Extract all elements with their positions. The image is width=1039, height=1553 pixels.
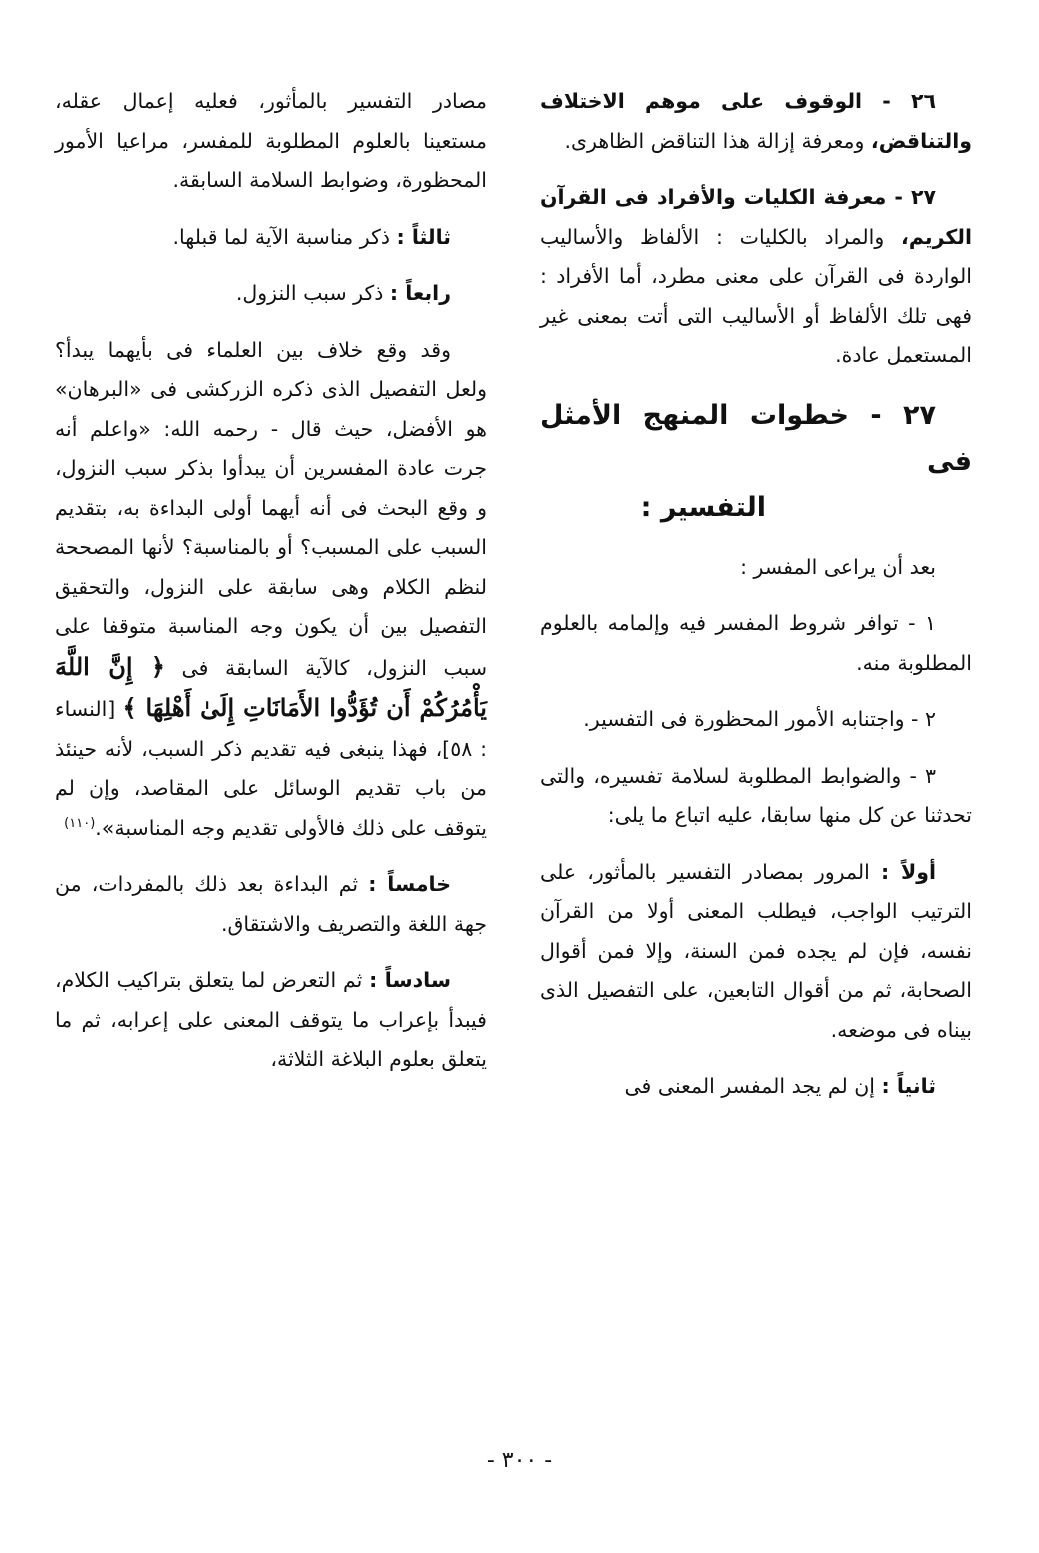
step-3: ٣ - والضوابط المطلوبة لسلامة تفسيره، والتى تحدثنا عن كل منها سابقا، عليه اتباع ما يلى: [540, 763, 972, 827]
fourth-item [55, 274, 487, 314]
section-heading-line2: التفسير : [640, 491, 766, 523]
page-number: - ٣٠٠ - [486, 1448, 553, 1473]
item-26-text: ومعرفة إزالة هذا التناقض الظاهرى. [564, 128, 871, 153]
sixth-item [55, 961, 487, 1080]
second-item [540, 1067, 972, 1107]
fourth-label: رابعاً : [389, 281, 451, 305]
fifth-item [55, 865, 487, 944]
item-27a [540, 178, 972, 376]
intro-line: بعد أن يراعى المفسر : [740, 554, 936, 579]
step-1: ١ - توافر شروط المفسر فيه وإلمامه بالعلوم المطلوبة منه. [540, 611, 972, 675]
second-text: إن لم يجد المفسر المعنى فى [624, 1074, 882, 1098]
third-label: ثالثاً : [396, 224, 451, 249]
sixth-text: ثم التعرض لما يتعلق بتراكيب الكلام، فيبدأ بإعراب ما يتوقف المعنى على إعرابه، ثم ما يتعلق بعلوم البلاغة الثلاثة، [55, 968, 487, 1071]
footnote-ref: (١١٠) [64, 815, 96, 831]
section-heading [540, 393, 972, 531]
first-label: أولاً : [880, 859, 936, 884]
third-text: ذكر مناسبة الآية لما قبلها. [172, 224, 397, 249]
zarkashi-text-after: [النساء : ٥٨]، فهذا ينبغى فيه تقديم ذكر السبب، لأنه حينئذ من باب تقديم الوسائل على المقاصد، وإن لم يتوقف على ذلك فالأولى تقديم وجه المناسبة». [55, 697, 487, 840]
zarkashi-text-before: وقد وقع خلاف بين العلماء فى بأيهما يبدأ؟ ولعل التفصيل الذى ذكره الزركشى فى «البرهان» هو الأفضل، حيث قال - رحمه الله: «واعلم أنه جرت عادة المفسرين أن يبدأوا بذكر سبب النزول، و وقع البحث فى أنه أيهما أولى البداءة به، بتقديم السبب على المسبب؟ أو بالمناسبة؟ لأنها المصححة لنظم الكلام وهى سابقة على النزول، والتحقيق التفصيل بين أن يكون وجه المناسبة متوقفا على سبب النزول، كالآية السابقة فى [55, 337, 488, 680]
item-27a-lead: ٢٧ - معرفة الكليات والأفراد فى القرآن الكريم، [540, 185, 972, 249]
fifth-label: خامساً : [368, 872, 451, 896]
fourth-text: ذكر سبب النزول. [235, 281, 390, 305]
step-2: ٢ - واجتنابه الأمور المحظورة فى التفسير. [583, 707, 936, 731]
sixth-label: سادساً : [369, 968, 451, 992]
second-label: ثانياً : [881, 1074, 936, 1098]
fifth-text: ثم البداءة بعد ذلك بالمفردات، من جهة اللغة والتصريف والاشتقاق. [55, 872, 487, 936]
item-27a-text: والمراد بالكليات : الألفاظ والأساليب الواردة فى القرآن على معنى مطرد، أما الأفراد : فهى تلك الألفاظ أو الأساليب التى أتت بمعنى غير المستعمل عادة. [540, 224, 972, 367]
right-column [540, 82, 972, 1124]
zarkashi-paragraph [55, 331, 487, 849]
section-heading-line1: ٢٧ - خطوات المنهج الأمثل فى [540, 399, 972, 477]
first-text: المرور بمصادر التفسير بالمأثور، على الترتيب الواجب، فيطلب المعنى أولا من القرآن نفسه، فإن لم يجده فمن السنة، وإلا فمن أقوال الصحابة، ثم من أقوال التابعين، على التفصيل الذى بيناه فى موضعه. [540, 859, 972, 1042]
first-item [540, 853, 972, 1051]
item-26-lead: ٢٦ - الوقوف على موهم الاختلاف والتناقض، [540, 89, 972, 153]
item-26 [540, 82, 972, 161]
continued-paragraph: مصادر التفسير بالمأثور، فعليه إعمال عقله، مستعينا بالعلوم المطلوبة للمفسر، مراعيا الأمور المحظورة، وضوابط السلامة السابقة. [55, 89, 487, 192]
left-column [55, 82, 487, 1097]
quran-verse: ﴿ إِنَّ اللَّهَ يَأْمُرُكُمْ أَن تُؤَدُّوا الأَمَانَاتِ إِلَىٰ أَهْلِهَا ﴾ [55, 651, 487, 722]
third-item [55, 218, 487, 258]
